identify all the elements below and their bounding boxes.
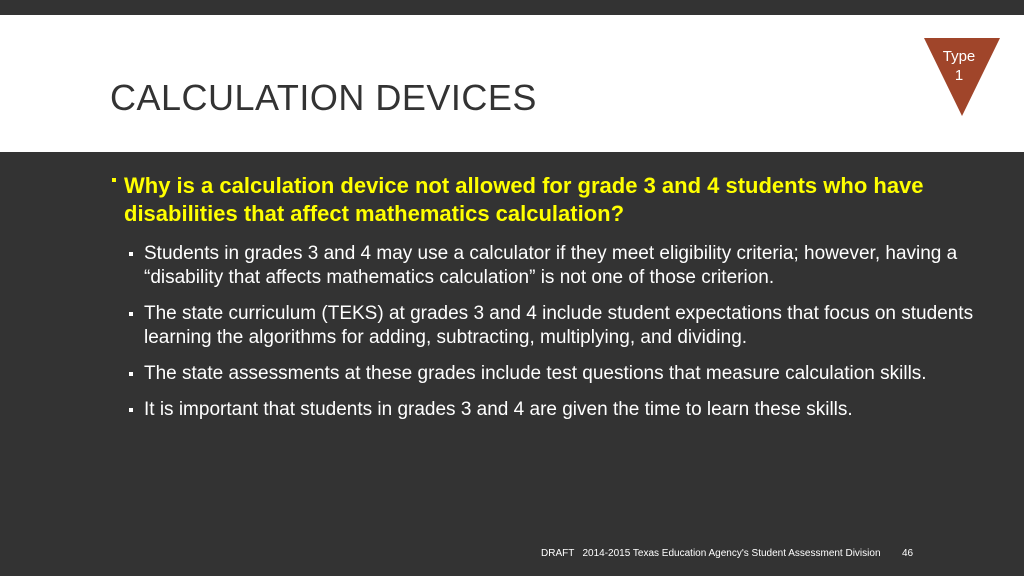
slide-title: CALCULATION DEVICES <box>110 77 537 118</box>
bullet-icon <box>129 312 133 316</box>
question-text: Why is a calculation device not allowed for grade 3 and 4 students who have disabilities that affect mathematics calculation? <box>124 173 924 226</box>
question-item <box>110 172 990 228</box>
bullet-icon <box>129 372 133 376</box>
title-band <box>0 15 1024 152</box>
list-item <box>144 362 974 386</box>
top-strip <box>0 0 1024 15</box>
list-item-text: The state curriculum (TEKS) at grades 3 and 4 include student expectations that focus on students learning the algorithms for adding, subtracting, multiplying, and dividing. <box>144 303 974 348</box>
bullet-icon <box>129 408 133 412</box>
slide-content <box>110 172 990 434</box>
bullet-icon <box>129 252 133 256</box>
type-badge <box>924 38 1000 116</box>
list-item <box>144 302 974 350</box>
slide-footer <box>0 548 1024 568</box>
badge-line1: Type <box>942 48 976 65</box>
footer-text: DRAFT 2014-2015 Texas Education Agency's Student Assessment Division <box>541 548 881 559</box>
list-item <box>144 242 974 290</box>
list-item <box>144 398 974 422</box>
list-item-text: It is important that students in grades 3 and 4 are given the time to learn these skills. <box>144 399 853 420</box>
list-item-text: The state assessments at these grades include test questions that measure calculation skills. <box>144 363 927 384</box>
page-number: 46 <box>902 548 914 559</box>
bullet-icon <box>112 178 116 182</box>
badge-line2: 1 <box>954 67 964 84</box>
list-item-text: Students in grades 3 and 4 may use a calculator if they meet eligibility criteria; however, having a “disability that affects mathematics calculation” is not one of those criterion. <box>144 243 958 288</box>
badge-text <box>924 47 994 85</box>
answer-list <box>110 242 990 422</box>
